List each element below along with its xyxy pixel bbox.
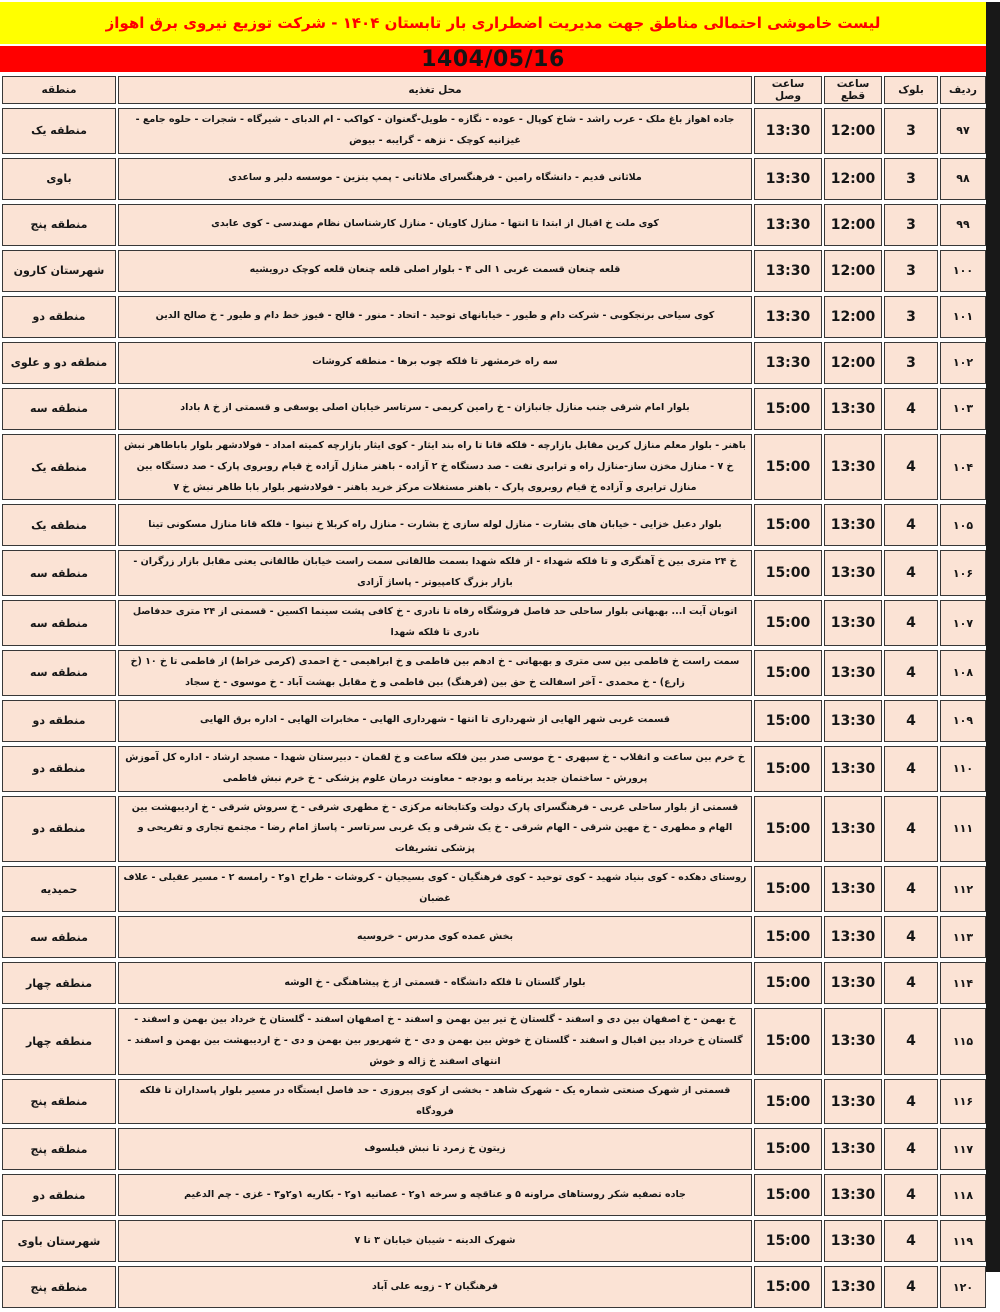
cut-time-cell: 13:30 <box>824 504 882 546</box>
row-number-cell: ۱۰۶ <box>940 550 986 596</box>
location-cell: زیتون خ زمرد تا نبش فیلسوف <box>118 1128 752 1170</box>
region-cell: منطقه پنج <box>2 1266 116 1308</box>
reconnect-time-cell: 15:00 <box>754 962 822 1004</box>
region-cell: منطقه چهار <box>2 1008 116 1075</box>
header-row-number: ردیف <box>940 76 986 104</box>
table-row <box>2 1220 986 1262</box>
row-number-cell: ۱۰۹ <box>940 700 986 742</box>
table-row <box>2 1079 986 1125</box>
table-row <box>2 796 986 863</box>
row-number-cell: ۱۱۳ <box>940 916 986 958</box>
reconnect-time-cell: 13:30 <box>754 158 822 200</box>
page <box>0 2 1000 1296</box>
table-row <box>2 158 986 200</box>
table-row <box>2 204 986 246</box>
region-cell: منطقه پنج <box>2 1079 116 1125</box>
region-cell: منطقه دو <box>2 700 116 742</box>
table-row <box>2 108 986 154</box>
row-number-cell: ۱۰۰ <box>940 250 986 292</box>
block-cell: 4 <box>884 1174 938 1216</box>
location-cell: باهنر - بلوار معلم منازل کرین مقابل بازارچه - فلکه قانا تا راه بند ایثار - کوی ایثار بازارچه کمیته امداد - فولادشهر بلوار باباطاهر نبش خ ۷ - منازل مخزن ساز-منازل راه و ترابری نفت - صد دستگاه خ ۲ آزاده - باهنر منازل آزاده خ قیام روبروی پارک - صد دستگاه بین منازل ترابری و آزاده خ قیام روبروی پارک - باهنر مستغلات مرکز خرید باهنر - فولادشهر بلوار بابا طاهر نبش خ ۷ <box>118 434 752 501</box>
cut-time-cell: 12:00 <box>824 250 882 292</box>
block-cell: 4 <box>884 916 938 958</box>
region-cell: منطقه سه <box>2 388 116 430</box>
row-number-cell: ۱۰۷ <box>940 600 986 646</box>
block-cell: 3 <box>884 158 938 200</box>
block-cell: 4 <box>884 434 938 501</box>
cut-time-cell: 13:30 <box>824 600 882 646</box>
location-cell: بلوار امام شرقی جنب منازل جانبازان - خ رامین کریمی - سرتاسر خیابان اصلی یوسفی و قسمتی از خ ۸ باداد <box>118 388 752 430</box>
reconnect-time-cell: 15:00 <box>754 504 822 546</box>
region-cell: منطقه سه <box>2 550 116 596</box>
reconnect-time-cell: 13:30 <box>754 250 822 292</box>
region-cell: منطقه دو <box>2 746 116 792</box>
cut-time-cell: 12:00 <box>824 296 882 338</box>
reconnect-time-cell: 13:30 <box>754 296 822 338</box>
region-cell: منطقه دو و علوی <box>2 342 116 384</box>
block-cell: 4 <box>884 600 938 646</box>
reconnect-time-cell: 13:30 <box>754 204 822 246</box>
page-title: لیست خاموشی احتمالی مناطق جهت مدیریت اضطراری بار تابستان ۱۴۰۴ - شرکت توزیع نیروی برق اهواز <box>105 14 881 32</box>
table-row <box>2 250 986 292</box>
block-cell: 4 <box>884 962 938 1004</box>
header-block: بلوک <box>884 76 938 104</box>
region-cell: منطقه پنج <box>2 1128 116 1170</box>
location-cell: بخش عمده کوی مدرس - خروسیه <box>118 916 752 958</box>
reconnect-time-cell: 15:00 <box>754 796 822 863</box>
location-cell: سه راه خرمشهر تا فلکه چوب برها - منطقه کروشات <box>118 342 752 384</box>
reconnect-time-cell: 15:00 <box>754 388 822 430</box>
cut-time-cell: 13:30 <box>824 388 882 430</box>
block-cell: 4 <box>884 650 938 696</box>
location-cell: قلعه چنعان قسمت غربی ۱ الی ۴ - بلوار اصلی قلعه چنعان قلعه کوچک درویشیه <box>118 250 752 292</box>
region-cell: حمیدیه <box>2 866 116 912</box>
reconnect-time-cell: 15:00 <box>754 916 822 958</box>
region-cell: منطقه سه <box>2 600 116 646</box>
location-cell: کوی سیاحی برنجکوبی - شرکت دام و طیور - خیابانهای توحید - اتحاد - منور - فالح - فیوز خط دام و طیور - خ صالح الدین <box>118 296 752 338</box>
block-cell: 4 <box>884 388 938 430</box>
cut-time-cell: 13:30 <box>824 1174 882 1216</box>
row-number-cell: ۱۱۴ <box>940 962 986 1004</box>
header-location: محل تغذیه <box>118 76 752 104</box>
location-cell: جاده اهواز باغ ملک - عرب راشد - شاخ کوپال - عوده - نگازه - طویل-گعنوان - کواکب - ام الدبای - شیرگاه - شجرات - حلوه جامع - غیزانیه کوچک - نزهه - گرایبه - بیوض <box>118 108 752 154</box>
block-cell: 3 <box>884 108 938 154</box>
location-cell: خ خرم بین ساعت و انقلاب - خ سپهری - خ موسی صدر بین فلکه ساعت و خ لقمان - دبیرستان شهدا - مسجد ارشاد - اداره کل آموزش پرورش - ساختمان جدید برنامه و بودجه - معاونت درمان علوم پزشکی - خ خرم نبش فاطمی <box>118 746 752 792</box>
cut-time-cell: 13:30 <box>824 550 882 596</box>
reconnect-time-cell: 15:00 <box>754 1266 822 1308</box>
scan-edge <box>986 2 1000 1272</box>
reconnect-time-cell: 15:00 <box>754 1128 822 1170</box>
block-cell: 4 <box>884 866 938 912</box>
table-row <box>2 1266 986 1308</box>
cut-time-cell: 12:00 <box>824 342 882 384</box>
block-cell: 4 <box>884 796 938 863</box>
cut-time-cell: 12:00 <box>824 204 882 246</box>
table-row <box>2 388 986 430</box>
header-cut-time: ساعت قطع <box>824 76 882 104</box>
block-cell: 4 <box>884 700 938 742</box>
region-cell: منطقه دو <box>2 1174 116 1216</box>
cut-time-cell: 13:30 <box>824 1128 882 1170</box>
row-number-cell: ۱۱۰ <box>940 746 986 792</box>
location-cell: بلوار دعبل خزایی - خیابان های بشارت - منازل لوله سازی خ بشارت - منازل راه کربلا خ نینوا - فلکه قانا منازل مسکونی تینا <box>118 504 752 546</box>
row-number-cell: ۱۱۷ <box>940 1128 986 1170</box>
table-row <box>2 1174 986 1216</box>
cut-time-cell: 13:30 <box>824 796 882 863</box>
row-number-cell: ۱۱۹ <box>940 1220 986 1262</box>
cut-time-cell: 13:30 <box>824 746 882 792</box>
row-number-cell: ۱۰۸ <box>940 650 986 696</box>
location-cell: قسمتی از شهرک صنعتی شماره یک - شهرک شاهد - بخشی از کوی پیروزی - حد فاصل ایستگاه در مسیر بلوار پاسداران تا فلکه فرودگاه <box>118 1079 752 1125</box>
row-number-cell: ۱۱۸ <box>940 1174 986 1216</box>
row-number-cell: ۹۹ <box>940 204 986 246</box>
block-cell: 4 <box>884 1266 938 1308</box>
region-cell: منطقه یک <box>2 504 116 546</box>
cut-time-cell: 13:30 <box>824 1266 882 1308</box>
block-cell: 4 <box>884 550 938 596</box>
table-row <box>2 746 986 792</box>
region-cell: منطقه چهار <box>2 962 116 1004</box>
block-cell: 4 <box>884 1008 938 1075</box>
location-cell: شهرک الدینه - شیبان خیابان ۳ تا ۷ <box>118 1220 752 1262</box>
reconnect-time-cell: 13:30 <box>754 108 822 154</box>
reconnect-time-cell: 15:00 <box>754 866 822 912</box>
region-cell: منطقه دو <box>2 296 116 338</box>
region-cell: منطقه دو <box>2 796 116 863</box>
table-row <box>2 650 986 696</box>
location-cell: خ ۲۴ متری بین خ آهنگری و تا فلکه شهداء - از فلکه شهدا بسمت طالقانی سمت راست خیابان طالقانی یعنی مقابل بازار زرگران - بازار بزرگ کامپیوتر - پاساژ آزادی <box>118 550 752 596</box>
row-number-cell: ۱۰۲ <box>940 342 986 384</box>
row-number-cell: ۱۱۲ <box>940 866 986 912</box>
location-cell: بلوار گلستان تا فلکه دانشگاه - قسمتی از خ پیشاهنگی - خ الوشه <box>118 962 752 1004</box>
region-cell: باوی <box>2 158 116 200</box>
location-cell: ملاثانی قدیم - دانشگاه رامین - فرهنگسرای ملاثانی - پمپ بنزین - موسسه دلبر و ساعدی <box>118 158 752 200</box>
row-number-cell: ۱۰۳ <box>940 388 986 430</box>
reconnect-time-cell: 15:00 <box>754 650 822 696</box>
region-cell: شهرستان کارون <box>2 250 116 292</box>
block-cell: 4 <box>884 1220 938 1262</box>
header-reconnect-time: ساعت وصل <box>754 76 822 104</box>
reconnect-time-cell: 15:00 <box>754 746 822 792</box>
location-cell: فرهنگیان ۲ - زویه علی آباد <box>118 1266 752 1308</box>
table-row <box>2 550 986 596</box>
region-cell: شهرستان باوی <box>2 1220 116 1262</box>
date-text: 1404/05/16 <box>421 46 565 72</box>
row-number-cell: ۱۰۵ <box>940 504 986 546</box>
table-row <box>2 434 986 501</box>
table-header-row <box>2 76 986 104</box>
cut-time-cell: 13:30 <box>824 1220 882 1262</box>
table-row <box>2 296 986 338</box>
block-cell: 3 <box>884 296 938 338</box>
cut-time-cell: 13:30 <box>824 866 882 912</box>
cut-time-cell: 13:30 <box>824 916 882 958</box>
reconnect-time-cell: 15:00 <box>754 600 822 646</box>
location-cell: خ بهمن - خ اصفهان بین دی و اسفند - گلستان خ تیر بین بهمن و اسفند - خ اصفهان اسفند - گلستان خ خرداد بین بهمن و اسفند - گلستان خ خرداد بین اقبال و اسفند - گلستان خ خوش بین بهمن و دی - خ شهریور بین بهمن و دی - خ اردیبهشت بین بهمن و اسفند - انتهای اسفند خ ژاله و خوش <box>118 1008 752 1075</box>
row-number-cell: ۱۱۶ <box>940 1079 986 1125</box>
location-cell: اتوبان آیت ا... بهبهانی بلوار ساحلی حد فاصل فروشگاه رفاه تا نادری - خ کافی پشت سینما اکسین - قسمتی از ۲۴ متری حدفاصل نادری تا فلکه شهدا <box>118 600 752 646</box>
block-cell: 4 <box>884 746 938 792</box>
reconnect-time-cell: 15:00 <box>754 1174 822 1216</box>
cut-time-cell: 13:30 <box>824 700 882 742</box>
table-row <box>2 962 986 1004</box>
region-cell: منطقه سه <box>2 650 116 696</box>
row-number-cell: ۹۷ <box>940 108 986 154</box>
table-row <box>2 1128 986 1170</box>
table-row <box>2 700 986 742</box>
block-cell: 3 <box>884 342 938 384</box>
cut-time-cell: 13:30 <box>824 1079 882 1125</box>
row-number-cell: ۱۲۰ <box>940 1266 986 1308</box>
region-cell: منطقه سه <box>2 916 116 958</box>
reconnect-time-cell: 15:00 <box>754 1008 822 1075</box>
cut-time-cell: 13:30 <box>824 1008 882 1075</box>
outage-table <box>0 72 988 1312</box>
reconnect-time-cell: 15:00 <box>754 550 822 596</box>
title-banner <box>0 2 986 44</box>
table-row <box>2 1008 986 1075</box>
cut-time-cell: 13:30 <box>824 650 882 696</box>
reconnect-time-cell: 15:00 <box>754 1079 822 1125</box>
block-cell: 4 <box>884 504 938 546</box>
row-number-cell: ۱۰۱ <box>940 296 986 338</box>
header-region: منطقه <box>2 76 116 104</box>
block-cell: 3 <box>884 204 938 246</box>
date-banner <box>0 46 986 72</box>
cut-time-cell: 13:30 <box>824 434 882 501</box>
location-cell: کوی ملت خ اقبال از ابتدا تا انتها - منازل کاویان - منازل کارشناسان نظام مهندسی - کوی عابدی <box>118 204 752 246</box>
location-cell: قسمت غربی شهر الهایی از شهرداری تا انتها - شهرداری الهایی - مخابرات الهایی - اداره برق الهایی <box>118 700 752 742</box>
table-row <box>2 866 986 912</box>
table-row <box>2 916 986 958</box>
block-cell: 4 <box>884 1079 938 1125</box>
location-cell: جاده تصفیه شکر روستاهای مراونه ۵ و عناقچه و سرخه ۱و۲ - عصانیه ۱و۲ - بکاریه ۱و۲و۳ - غزی - چم الدغیم <box>118 1174 752 1216</box>
cut-time-cell: 13:30 <box>824 962 882 1004</box>
table-row <box>2 342 986 384</box>
location-cell: سمت راست خ فاطمی بین سی متری و بهبهانی - خ ادهم بین فاطمی و خ ابراهیمی - خ احمدی (کرمی خراط) از فاطمی تا خ ۱۰ (خ زارع) - خ محمدی - آخر اسفالت خ حق بین (فرهنگ) بین فاطمی و خ مقابل بهشت آباد - خ موسوی - خ سجاد <box>118 650 752 696</box>
reconnect-time-cell: 15:00 <box>754 1220 822 1262</box>
location-cell: قسمتی از بلوار ساحلی غربی - فرهنگسرای پارک دولت وکتابخانه مرکزی - خ مطهری شرقی - خ سروش شرقی - خ اردیبهشت بین الهام و مطهری - خ مهین شرقی - الهام شرقی - خ یک شرقی و یک غربی سرتاسر - پاساژ امام رضا - مجتمع تجاری و تفریحی و پزشکی تشریفات <box>118 796 752 863</box>
reconnect-time-cell: 15:00 <box>754 700 822 742</box>
row-number-cell: ۱۰۴ <box>940 434 986 501</box>
reconnect-time-cell: 15:00 <box>754 434 822 501</box>
reconnect-time-cell: 13:30 <box>754 342 822 384</box>
table-row <box>2 504 986 546</box>
row-number-cell: ۹۸ <box>940 158 986 200</box>
row-number-cell: ۱۱۵ <box>940 1008 986 1075</box>
cut-time-cell: 12:00 <box>824 108 882 154</box>
table-row <box>2 600 986 646</box>
region-cell: منطقه یک <box>2 108 116 154</box>
row-number-cell: ۱۱۱ <box>940 796 986 863</box>
location-cell: روستای دهکده - کوی بنیاد شهید - کوی توحید - کوی فرهنگیان - کوی بسیجیان - کروشات - طراح ۱و۲ - رامسه ۲ - مسیر عقیلی - علاف غضبان <box>118 866 752 912</box>
block-cell: 3 <box>884 250 938 292</box>
cut-time-cell: 12:00 <box>824 158 882 200</box>
region-cell: منطقه پنج <box>2 204 116 246</box>
region-cell: منطقه یک <box>2 434 116 501</box>
block-cell: 4 <box>884 1128 938 1170</box>
table-body <box>2 108 986 1308</box>
